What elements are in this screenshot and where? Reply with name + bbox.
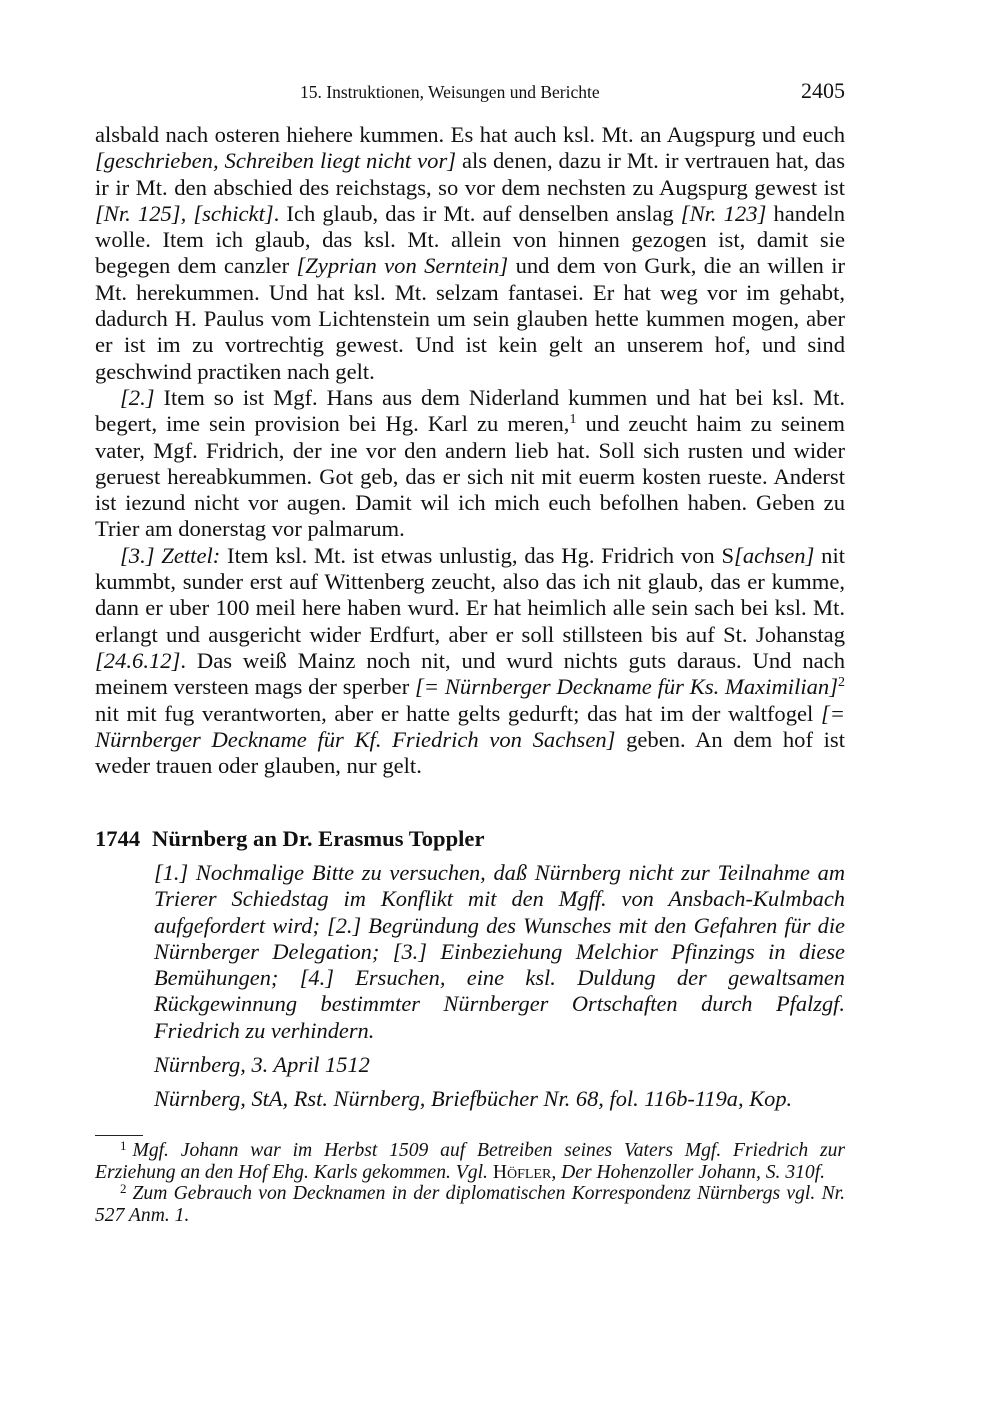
editorial-note: [Zyprian von Serntein] [296, 253, 509, 279]
editorial-note: [Nr. 125], [schickt] [95, 200, 274, 226]
footnote-2 [95, 1183, 845, 1226]
editorial-note: [achsen] [734, 542, 815, 568]
paragraph-1 [95, 122, 845, 385]
text-run: geben. An dem hof ist weder trauen oder glauben, nur gelt. [95, 726, 845, 779]
text-run: . Das weiß Mainz noch nit, und wurd nichts guts daraus. Und nach meinem versteen mags der sperber [95, 647, 845, 700]
regest-summary: [1.] Nochmalige Bitte zu versuchen, daß Nürnberg nicht zur Teilnahme am Trierer Schiedstag im Konflikt mit den Mgff. von Ansbach-Kulmbach aufgefordert wird; [2.] Begründung des Wunsches mit den Gefahren für die Nürnberger Delegation; [3.] Einbeziehung Melchior Pfinzings in diese Bemühungen; [4.] Ersuchen, eine ksl. Duldung der gewaltsamen Rückgewinnung bestimmter Nürnberger Ortschaften durch Pfalzgf. Friedrich zu verhindern. [154, 860, 845, 1043]
text-run: Item ksl. Mt. ist etwas unlustig, das Hg. Fridrich von S [220, 542, 735, 568]
text-run: Item so ist Mgf. Hans aus dem Niderland kummen und hat bei ksl. Mt. begert, ime sein provision bei Hg. Karl zu meren, [95, 384, 845, 437]
footnote-author: Höfler [492, 1161, 552, 1183]
letter-body [95, 122, 845, 779]
document-date: Nürnberg, 3. April 1512 [154, 1052, 370, 1078]
document-title: Nürnberg an Dr. Erasmus Toppler [152, 826, 485, 851]
editorial-note: [= Nürnberger Deckname für Kf. Friedrich von Sachsen] [95, 700, 845, 752]
editorial-note: [24.6.12] [95, 647, 181, 673]
text-run: alsbald nach osteren hiehere kummen. Es hat auch ksl. Mt. an Augspurg und euch [95, 122, 845, 147]
footnote-mark: 1 [120, 1138, 127, 1153]
text-run: nit kummbt, sunder erst auf Wittenberg zeucht, also das ich nit glaub, das er kumme, dann er uber 100 meil here haben wurd. Er hat heimlich alle sein sach bei ksl. Mt. erlangt und ausgericht wider Erdfurt, aber er soll stillsteen bis auf St. Johanstag [95, 542, 845, 647]
running-title: 15. Instruktionen, Weisungen und Berichte [300, 82, 600, 102]
section-marker: [3.] Zettel: [120, 542, 221, 568]
text-run: handeln wolle. Item ich glaub, das ksl. Mt. allein von hinnen gezogen ist, damit sie begegen dem canzler [95, 200, 845, 279]
page-number: 2405 [801, 78, 845, 103]
document-regest [154, 860, 845, 1113]
footnote-text: Zum Gebrauch von Decknamen in der diplomatischen Korrespondenz Nürnbergs vgl. Nr. 527 Anm. 1. [95, 1183, 845, 1226]
text-run: und dem von Gurk, die an willen ir Mt. herekummen. Und hat ksl. Mt. selzam fantasei. Er hat weg vor im gehabt, dadurch H. Paulus vom Lichtenstein um sein glauben hette kummen mogen, aber er ist im zu vortrechtig gewest. Und ist kein gelt an unserem hof, und sind geschwind practiken nach gelt. [95, 253, 846, 384]
footnote-1 [95, 1140, 845, 1183]
document-number: 1744 [95, 826, 141, 851]
footnote-divider [95, 1135, 143, 1136]
paragraph-3 [95, 543, 845, 780]
text-run: . Ich glaub, das ir Mt. auf denselben anslag [273, 200, 681, 226]
footnote-text: , Der Hohenzoller Johann, S. 310f. [551, 1161, 826, 1183]
document-heading [95, 826, 845, 852]
text-run: und zeucht haim zu seinem vater, Mgf. Fridrich, der ine vor den andern lieb hat. Soll sich rusten und wider geruest hereabkummen. Got geb, das er sich nit mit euerm kosten rueste. Anderst ist iezund nicht vor augen. Damit wil ich mich euch befolhen haben. Geben zu Trier am donerstag vor palmarum. [95, 411, 845, 542]
editorial-note: [= Nürnberger Deckname für Ks. Maximilian] [415, 674, 839, 700]
footnote-ref[interactable]: 1 [569, 412, 577, 428]
document-source: Nürnberg, StA, Rst. Nürnberg, Briefbücher Nr. 68, fol. 116b-119a, Kop. [154, 1086, 793, 1112]
text-run: als denen, dazu ir Mt. ir vertrauen hat, das ir ir Mt. den abschied des reichstags, so vor dem nechsten zu Augspurg gewest ist [95, 148, 845, 200]
running-header [95, 78, 845, 108]
text-run: nit mit fug verantworten, aber er hatte gelts gedurft; das hat im der waltfogel [95, 700, 821, 726]
editorial-note: [geschrieben, Schreiben liegt nicht vor] [95, 148, 457, 174]
footnote-text: Mgf. Johann war im Herbst 1509 auf Betreiben seines Vaters Mgf. Friedrich zur Erziehung an den Hof Ehg. Karls gekommen. Vgl. [95, 1140, 845, 1183]
footnote-ref[interactable]: 2 [838, 675, 846, 691]
section-marker: [2.] [120, 384, 155, 410]
paragraph-2 [95, 385, 845, 543]
footnotes [95, 1140, 845, 1226]
footnote-mark: 2 [120, 1181, 127, 1196]
editorial-note: [Nr. 123] [680, 200, 767, 226]
